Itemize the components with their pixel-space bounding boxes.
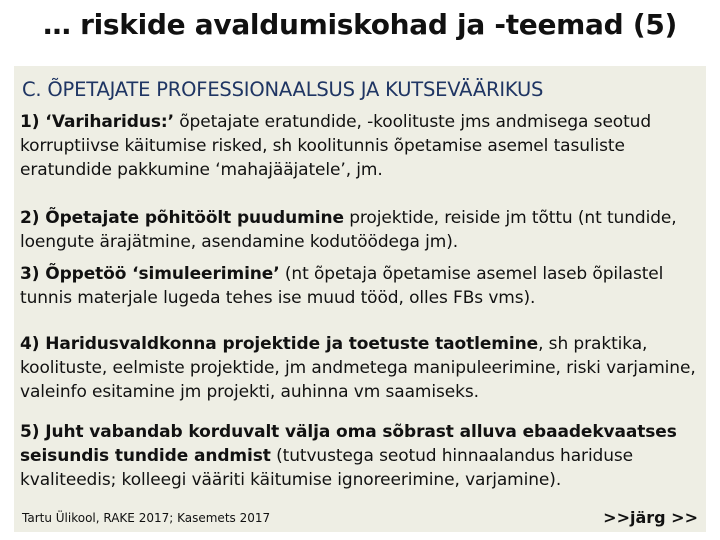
- list-item-5: [20, 420, 704, 492]
- item-3-lead: 3) Õppetöö ‘simuleerimine’: [20, 264, 280, 284]
- item-5-lead: 5) Juht vabandab korduvalt välja oma sõbrast alluva ebaadekvaatses seisundis tundide andmist: [20, 422, 677, 466]
- content-panel: [14, 66, 706, 532]
- item-2-text: projektide, reiside jm tõttu (nt tundide, loengute ärajätmine, asendamine kodutöödega jm).: [20, 208, 677, 252]
- item-2-lead: 2) Õpetajate põhitöölt puudumine: [20, 208, 344, 228]
- list-item-1: [20, 110, 704, 182]
- list-item-4: [20, 332, 704, 404]
- item-4-lead: 4) Haridusvaldkonna projektide ja toetuste taotlemine: [20, 334, 539, 354]
- source-citation: Tartu Ülikool, RAKE 2017; Kasemets 2017: [22, 511, 271, 525]
- next-slide-link[interactable]: >>järg >>: [603, 508, 698, 527]
- list-item-3: [20, 262, 704, 310]
- list-item-2: [20, 206, 704, 254]
- section-heading: C. ÕPETAJATE PROFESSIONAALSUS JA KUTSEVÄÄRIKUS: [22, 78, 544, 101]
- item-5-text: (tutvustega seotud hinnaalandus hariduse kvaliteedis; kolleegi vääriti käitumise ignoreerimine, varjamine).: [20, 446, 634, 490]
- item-1-text: õpetajate eratundide, -koolituste jms andmisega seotud korruptiivse käitumise risked, sh koolitunnis õpetamise asemel tasuliste eratundide pakkumine ‘mahajääjatele’, jm.: [20, 112, 652, 180]
- item-4-text: , sh praktika, koolituste, eelmiste projektide, jm andmetega manipuleerimine, riski varjamine, valeinfo esitamine jm projekti, auhinna vm saamiseks.: [20, 334, 696, 402]
- slide-title: … riskide avaldumiskohad ja -teemad (5): [42, 8, 678, 41]
- item-3-text: (nt õpetaja õpetamise asemel laseb õpilastel tunnis materjale lugeda tehes ise muud tööd, olles FBs vms).: [20, 264, 664, 308]
- item-1-lead: 1) ‘Variharidus:’: [20, 112, 174, 132]
